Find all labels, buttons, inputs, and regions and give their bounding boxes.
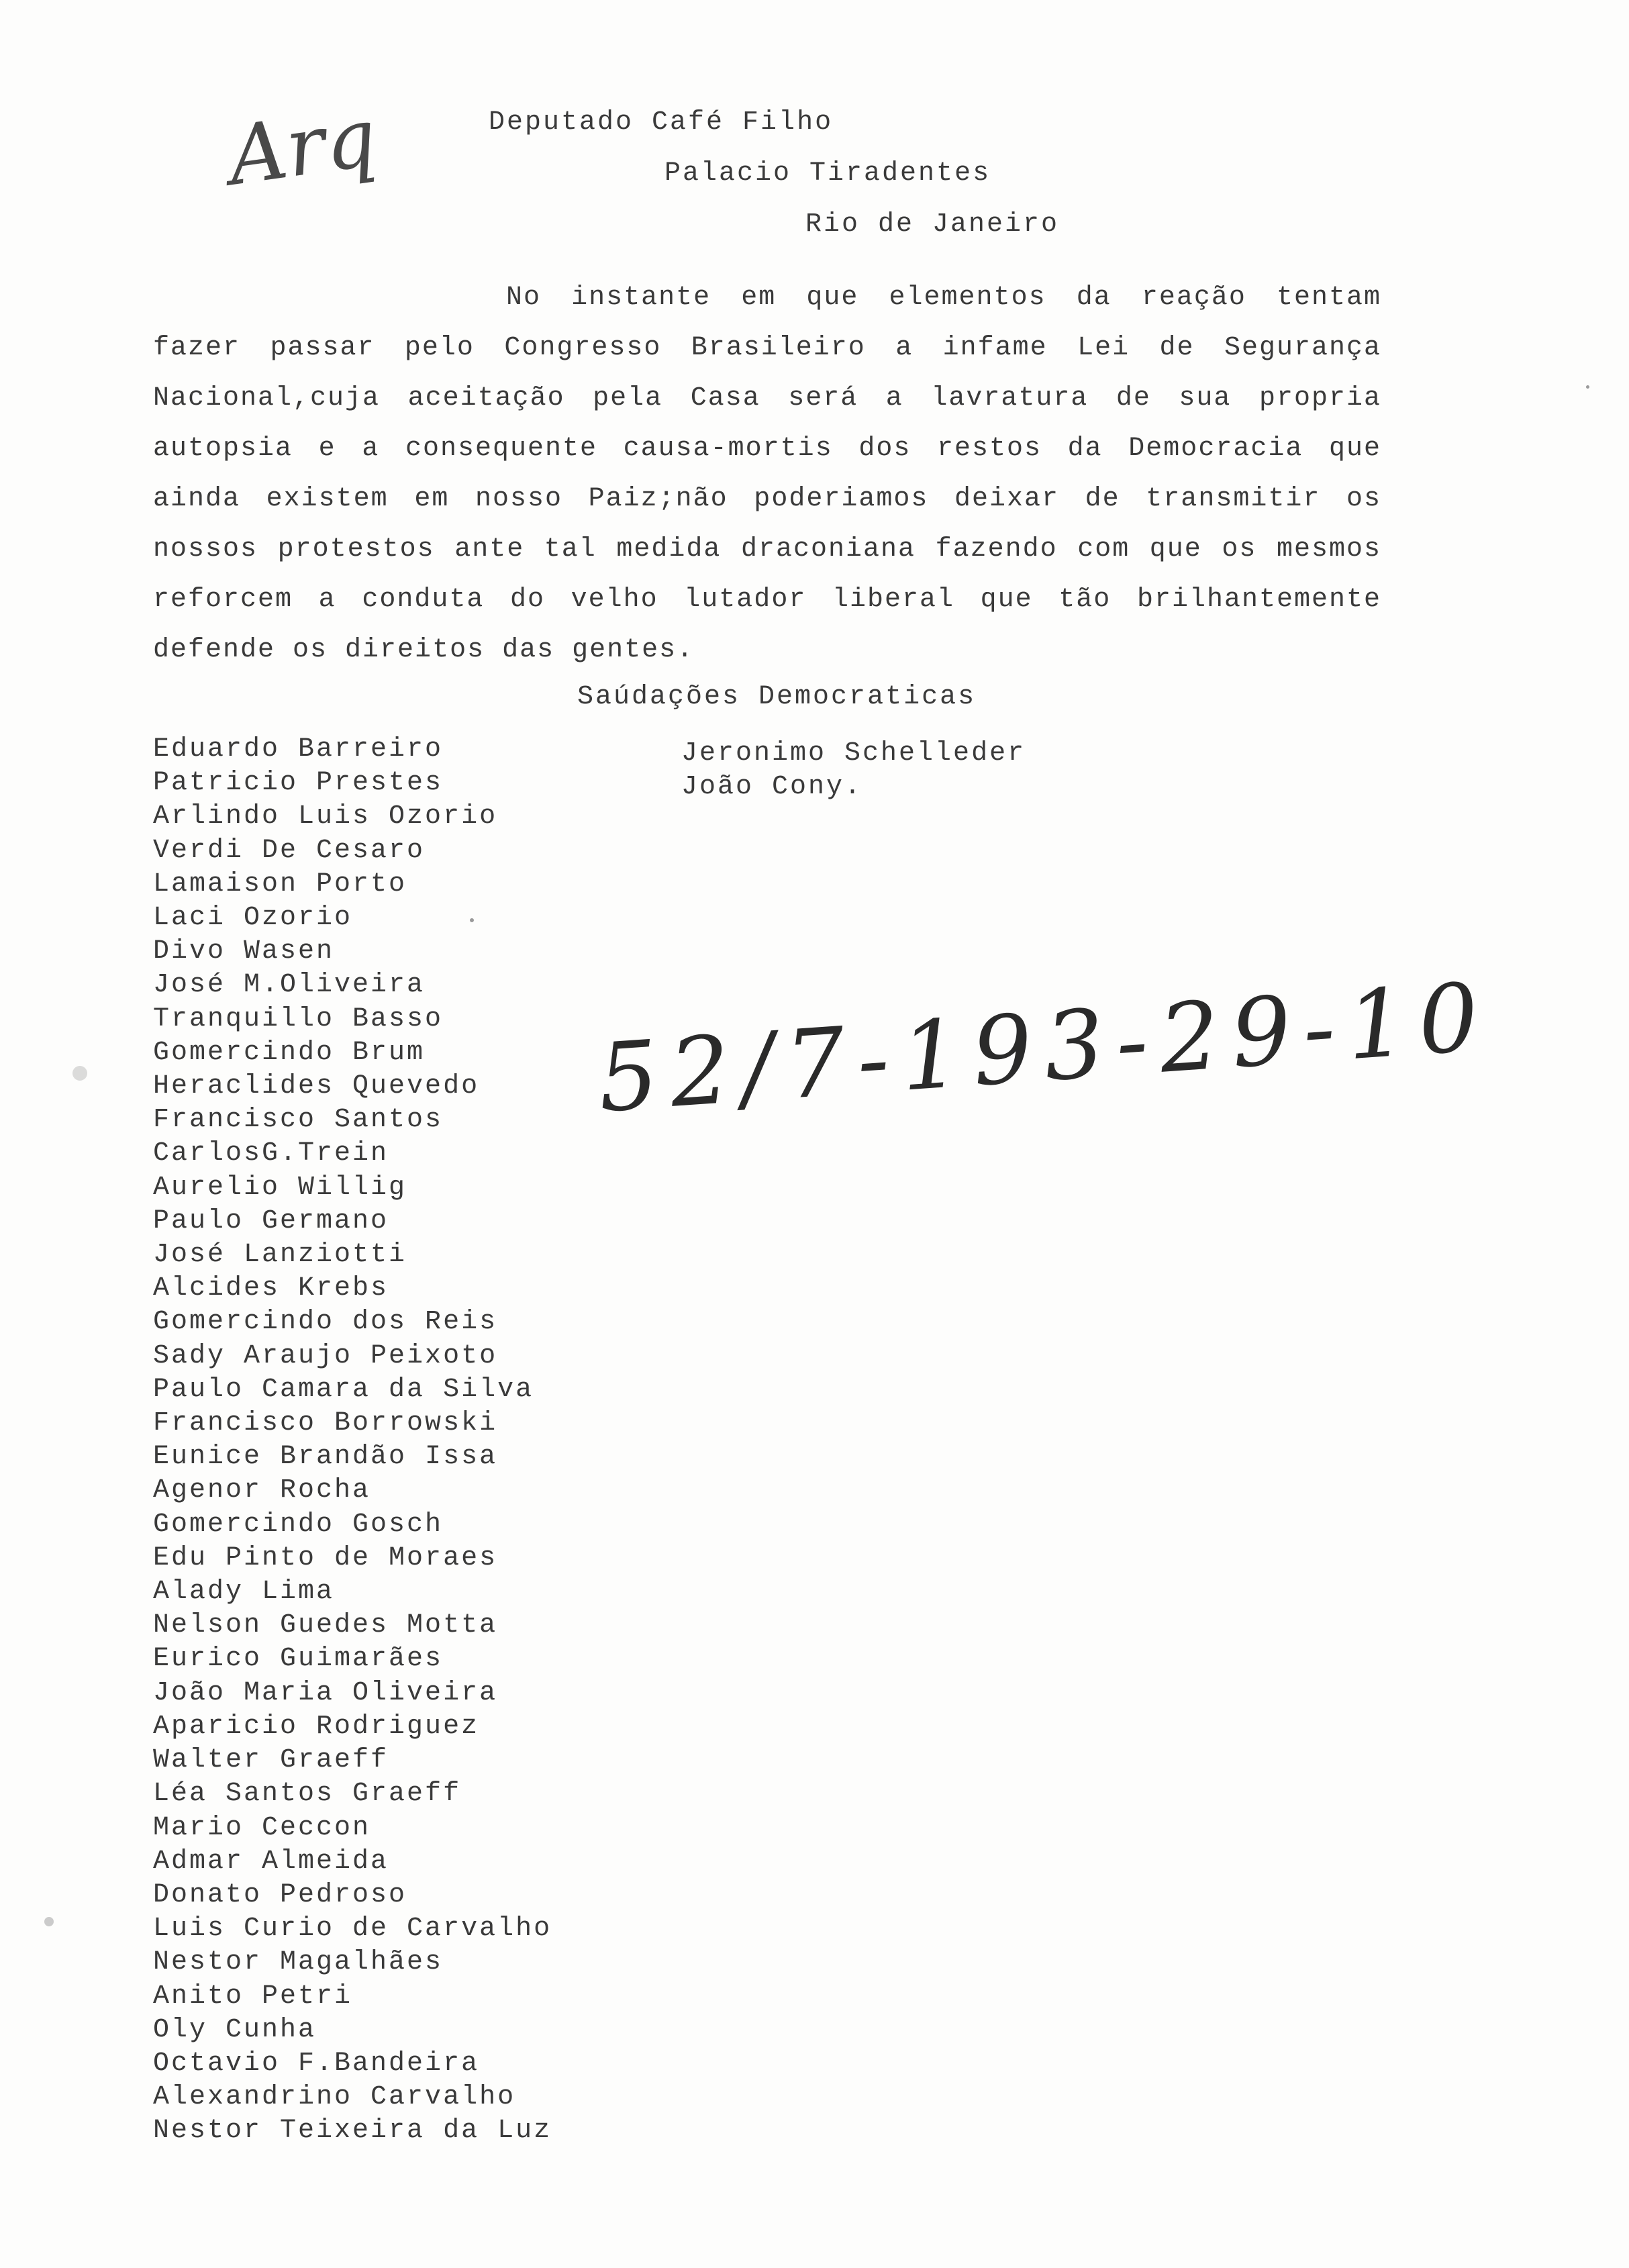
signatory-name: Francisco Santos (153, 1105, 444, 1136)
paper-speck (44, 1917, 54, 1926)
signatory-name: Laci Ozorio (153, 903, 353, 934)
paper-speck (1586, 385, 1589, 389)
signatory-name: Donato Pedroso (153, 1879, 407, 1910)
closing-salutation: Saúdações Democraticas (577, 682, 977, 712)
signatory-name: Eurico Guimarães (153, 1644, 444, 1675)
signatory-name: Heraclides Quevedo (153, 1071, 480, 1102)
signatory-name: Francisco Borrowski (153, 1408, 498, 1439)
signatory-name: Oly Cunha (153, 2014, 317, 2045)
signatory-name: Admar Almeida (153, 1846, 389, 1877)
signatory-name: Walter Graeff (153, 1745, 389, 1776)
signatory-name: Tranquillo Basso (153, 1003, 444, 1034)
signatory-name: Edu Pinto de Moraes (153, 1542, 498, 1573)
signatory-name: Léa Santos Graeff (153, 1779, 462, 1810)
signatory-name: Sady Araujo Peixoto (153, 1340, 498, 1371)
signatory-name: Nestor Teixeira da Luz (153, 2116, 552, 2147)
signatory-name: Patricio Prestes (153, 768, 444, 799)
letter-body: No instante em que elementos da reação tentam fazer passar pelo Congresso Brasileiro a infame Lei de Segurança Nacional,cuja aceitação pela Casa será a lavratura de sua propria autopsia e a consequente causa-mortis dos restos da Democracia que ainda existem em nosso Paiz;não poderiamos deixar de transmitir os nossos protestos ante tal medida draconiana fazendo com que os mesmos reforcem a conduta do velho lutador liberal que tão brilhantemente defende os direitos das gentes. (153, 283, 1381, 665)
signatory-name: Anito Petri (153, 1981, 353, 2012)
recipient-city: Rio de Janeiro (805, 209, 1060, 240)
signatory-name: CarlosG.Trein (153, 1138, 389, 1169)
signatories-list-right (681, 737, 1026, 804)
recipient-name: Deputado Café Filho (489, 107, 834, 138)
signatory-name: Eunice Brandão Issa (153, 1442, 498, 1473)
signatory-name: Jeronimo Schelleder (681, 738, 1026, 769)
signatories-list-left (153, 733, 552, 2149)
handwritten-annotation: Arq (222, 91, 383, 204)
signatory-name: Aparicio Rodriguez (153, 1711, 480, 1742)
signatory-name: Octavio F.Bandeira (153, 2048, 480, 2079)
signatory-name: Luis Curio de Carvalho (153, 1914, 552, 1944)
signatory-name: Alexandrino Carvalho (153, 2082, 516, 2113)
signatory-name: Verdi De Cesaro (153, 835, 426, 866)
signatory-name: Lamaison Porto (153, 869, 407, 899)
signatory-name: José M.Oliveira (153, 970, 426, 1001)
signatory-name: João Cony. (681, 772, 863, 803)
handwritten-reference-number: 52/7-193-29-10 (594, 962, 1494, 1134)
signatory-name: Gomercindo Gosch (153, 1509, 444, 1540)
signatory-name: Alcides Krebs (153, 1273, 389, 1304)
signatory-name: Eduardo Barreiro (153, 734, 444, 765)
signatory-name: Paulo Camara da Silva (153, 1374, 534, 1405)
paper-speck (470, 918, 474, 922)
signatory-name: Gomercindo dos Reis (153, 1307, 498, 1338)
signatory-name: Nestor Magalhães (153, 1947, 444, 1978)
signatory-name: Arlindo Luis Ozorio (153, 801, 498, 832)
paper-speck (72, 1066, 87, 1081)
signatory-name: Mario Ceccon (153, 1812, 371, 1843)
signatory-name: João Maria Oliveira (153, 1677, 498, 1708)
signatory-name: José Lanziotti (153, 1240, 407, 1271)
recipient-address: Palacio Tiradentes (664, 158, 991, 189)
signatory-name: Gomercindo Brum (153, 1037, 426, 1068)
signatory-name: Divo Wasen (153, 936, 335, 967)
signatory-name: Agenor Rocha (153, 1475, 371, 1506)
signatory-name: Alady Lima (153, 1577, 335, 1608)
signatory-name: Aurelio Willig (153, 1172, 407, 1203)
signatory-name: Paulo Germano (153, 1205, 389, 1236)
signatory-name: Nelson Guedes Motta (153, 1610, 498, 1641)
